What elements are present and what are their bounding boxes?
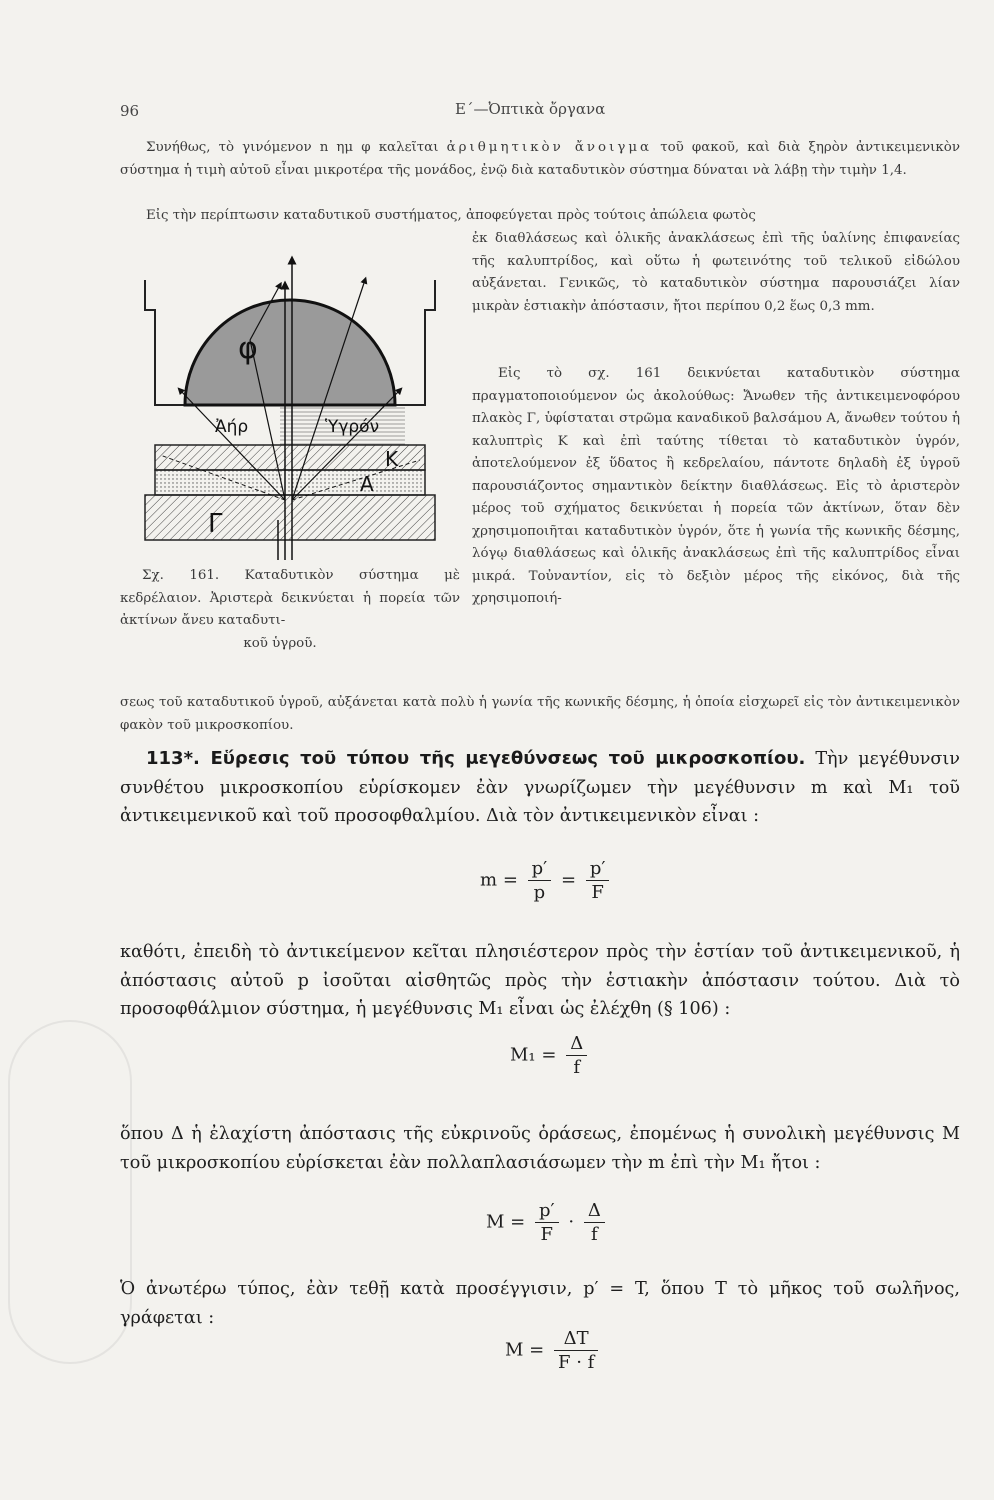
label-K: Κ <box>385 447 399 471</box>
paragraph-approximation: Ὁ ἀνωτέρω τύπος, ἐὰν τεθῇ κατὰ προσέγγισιν, p′ = T, ὅπου T τὸ μῆκος τοῦ σωλῆνος, γράφεται : <box>120 1279 960 1328</box>
paragraph-immersion-first-line: Εἰς τὴν περίπτωσιν καταδυτικοῦ συστήματος, ἀποφεύγεται πρὸς τούτοις ἀπώλεια φωτὸς <box>146 208 756 223</box>
page-number: 96 <box>120 102 140 120</box>
label-phi: φ <box>238 331 258 366</box>
label-G: Γ <box>208 509 223 539</box>
label-air: Ἀήρ <box>215 417 249 437</box>
section-text: Τὴν μεγέθυνσιν συνθέτου μικροσκοπίου εὑρίσκομεν ἐὰν γνωρίζωμεν τὴν μεγέθυνσιν m καὶ M₁ τοῦ ἀντικειμενικοῦ καὶ τοῦ προσοφθαλμίου. Διὰ τὸν ἀντικειμενικὸν εἶναι : <box>120 749 961 826</box>
formula-total: M = $\frac{p'}{F}$ · $\frac{\Delta}{f}$ <box>486 1200 609 1245</box>
formula-eyepiece: M₁ = $\frac{\Delta}{f}$ <box>510 1033 591 1078</box>
library-stamp <box>8 1020 132 1364</box>
paragraph-eyepiece: καθότι, ἐπειδὴ τὸ ἀντικείμενον κεῖται πλησιέστερον πρὸς τὴν ἑστίαν τοῦ ἀντικειμενικοῦ, ἡ ἀπόστασις αὐτοῦ p ἰσοῦται αἰσθητῶς πρὸς τὴν ἑστιακὴν ἀπόστασιν τούτου. Διὰ τὸ προσοφθάλμιον σύστημα, ἡ μεγέθυνσις M₁ εἶναι ὡς ἐλέχθη (§ 106) : <box>120 942 960 1019</box>
paragraph-aperture: Συνήθως, τὸ γινόμενον n ημ φ καλεῖται ἀριθμητικὸν ἄνοιγμα τοῦ φακοῦ, καὶ διὰ ξηρὸν ἀντικειμενικὸν σύστημα ἡ τιμὴ αὐτοῦ εἶναι μικροτέρα τῆς μονάδος, ἐνῷ διὰ καταδυτικὸν σύστημα δύναται νὰ λάβῃ τὴν τιμὴν 1,4. <box>120 140 961 178</box>
paragraph-figure-description: Εἰς τὸ σχ. 161 δεικνύεται καταδυτικὸν σύστημα πραγματοποιούμενον ὡς ἀκολούθως: Ἄνωθεν τῆς ἀντικειμενοφόρου πλακὸς Γ, ὑφίσταται στρῶμα καναδικοῦ βαλσάμου Α, ἄνωθεν τούτου ἡ καλυπτρὶς Κ καὶ ἐπὶ ταύτης τίθεται τὸ καταδυτικὸν ὑγρόν, ἀποτελούμενον ἐξ ὕδατος ἢ κεδρελαίου, πάντοτε δηλαδὴ ἐξ ὑγροῦ παρουσιάζοντος σημαντικὸν δείκτην διαθλάσεως. Εἰς τὸ ἀριστερὸν μέρος τοῦ σχήματος δεικνύεται ἡ πορεία τῶν ἀκτίνων, ὅταν δὲν χρησιμοποιῆται καταδυτικὸν ὑγρόν, ὅτε ἡ γωνία τῆς κωνικῆς δέσμης, λόγῳ διαθλάσεως καὶ ὁλικῆς ἀνακλάσεως ἐπὶ τῆς καλυπτρίδος εἶναι μικρά. Τοὐναντίον, εἰς τὸ δεξιὸν μέρος τῆς εἰκόνος, διὰ τῆς χρησιμοποιή- <box>472 366 960 606</box>
formula-approximation: M = $\frac{\Delta T}{F \cdot f}$ <box>505 1328 602 1373</box>
caption-end: κοῦ ὑγροῦ. <box>243 635 317 651</box>
paragraph-immersion-side: ἐκ διαθλάσεως καὶ ὁλικῆς ἀνακλάσεως ἐπὶ τῆς ὑαλίνης ἐπιφανείας τῆς καλυπτρίδος, καὶ οὕτω ἡ φωτεινότης τοῦ τελικοῦ εἰδώλου αὐξάνεται. Γενικῶς, τὸ καταδυτικὸν σύστημα παρουσιάζει λίαν μικρὰν ἑστιακὴν ἀπόστασιν, ἤτοι περίπου 0,2 ἕως 0,3 mm. <box>472 231 960 314</box>
paragraph-immersion-end: σεως τοῦ καταδυτικοῦ ὑγροῦ, αὐξάνεται κατὰ πολὺ ἡ γωνία τῆς κωνικῆς δέσμης, ἡ ὁποία εἰσχωρεῖ εἰς τὸν ἀντικειμενικὸν φακὸν τοῦ μικροσκοπίου. <box>120 695 960 733</box>
formula-objective: m = $\frac{p'}{p}$ = $\frac{p'}{F}$ <box>480 858 613 903</box>
section-113 <box>120 745 960 831</box>
paragraph-total-magnification: ὅπου Δ ἡ ἐλαχίστη ἀπόστασις τῆς εὐκρινοῦς ὁράσεως, ἐπομένως ἡ συνολικὴ μεγέθυνσις M τοῦ μικροσκοπίου εὑρίσκεται ἐὰν πολλαπλασιάσωμεν τὴν m ἐπὶ τὴν M₁ ἤτοι : <box>120 1124 960 1173</box>
label-liquid: Ὑγρόν <box>325 417 380 437</box>
running-header: Ε΄—Ὀπτικὰ ὄργανα <box>455 100 606 118</box>
caption-text: Σχ. 161. Καταδυτικὸν σύστημα μὲ κεδρέλαιον. Ἀριστερὰ δεικνύεται ἡ πορεία τῶν ἀκτίνων ἄνευ καταδυτι- <box>120 568 460 628</box>
figure-caption <box>120 565 460 655</box>
label-A: Α <box>360 472 374 496</box>
section-heading: 113*. Εὕρεσις τοῦ τύπου τῆς μεγεθύνσεως τοῦ μικροσκοπίου. <box>146 748 806 769</box>
figure-immersion-system <box>140 230 450 560</box>
